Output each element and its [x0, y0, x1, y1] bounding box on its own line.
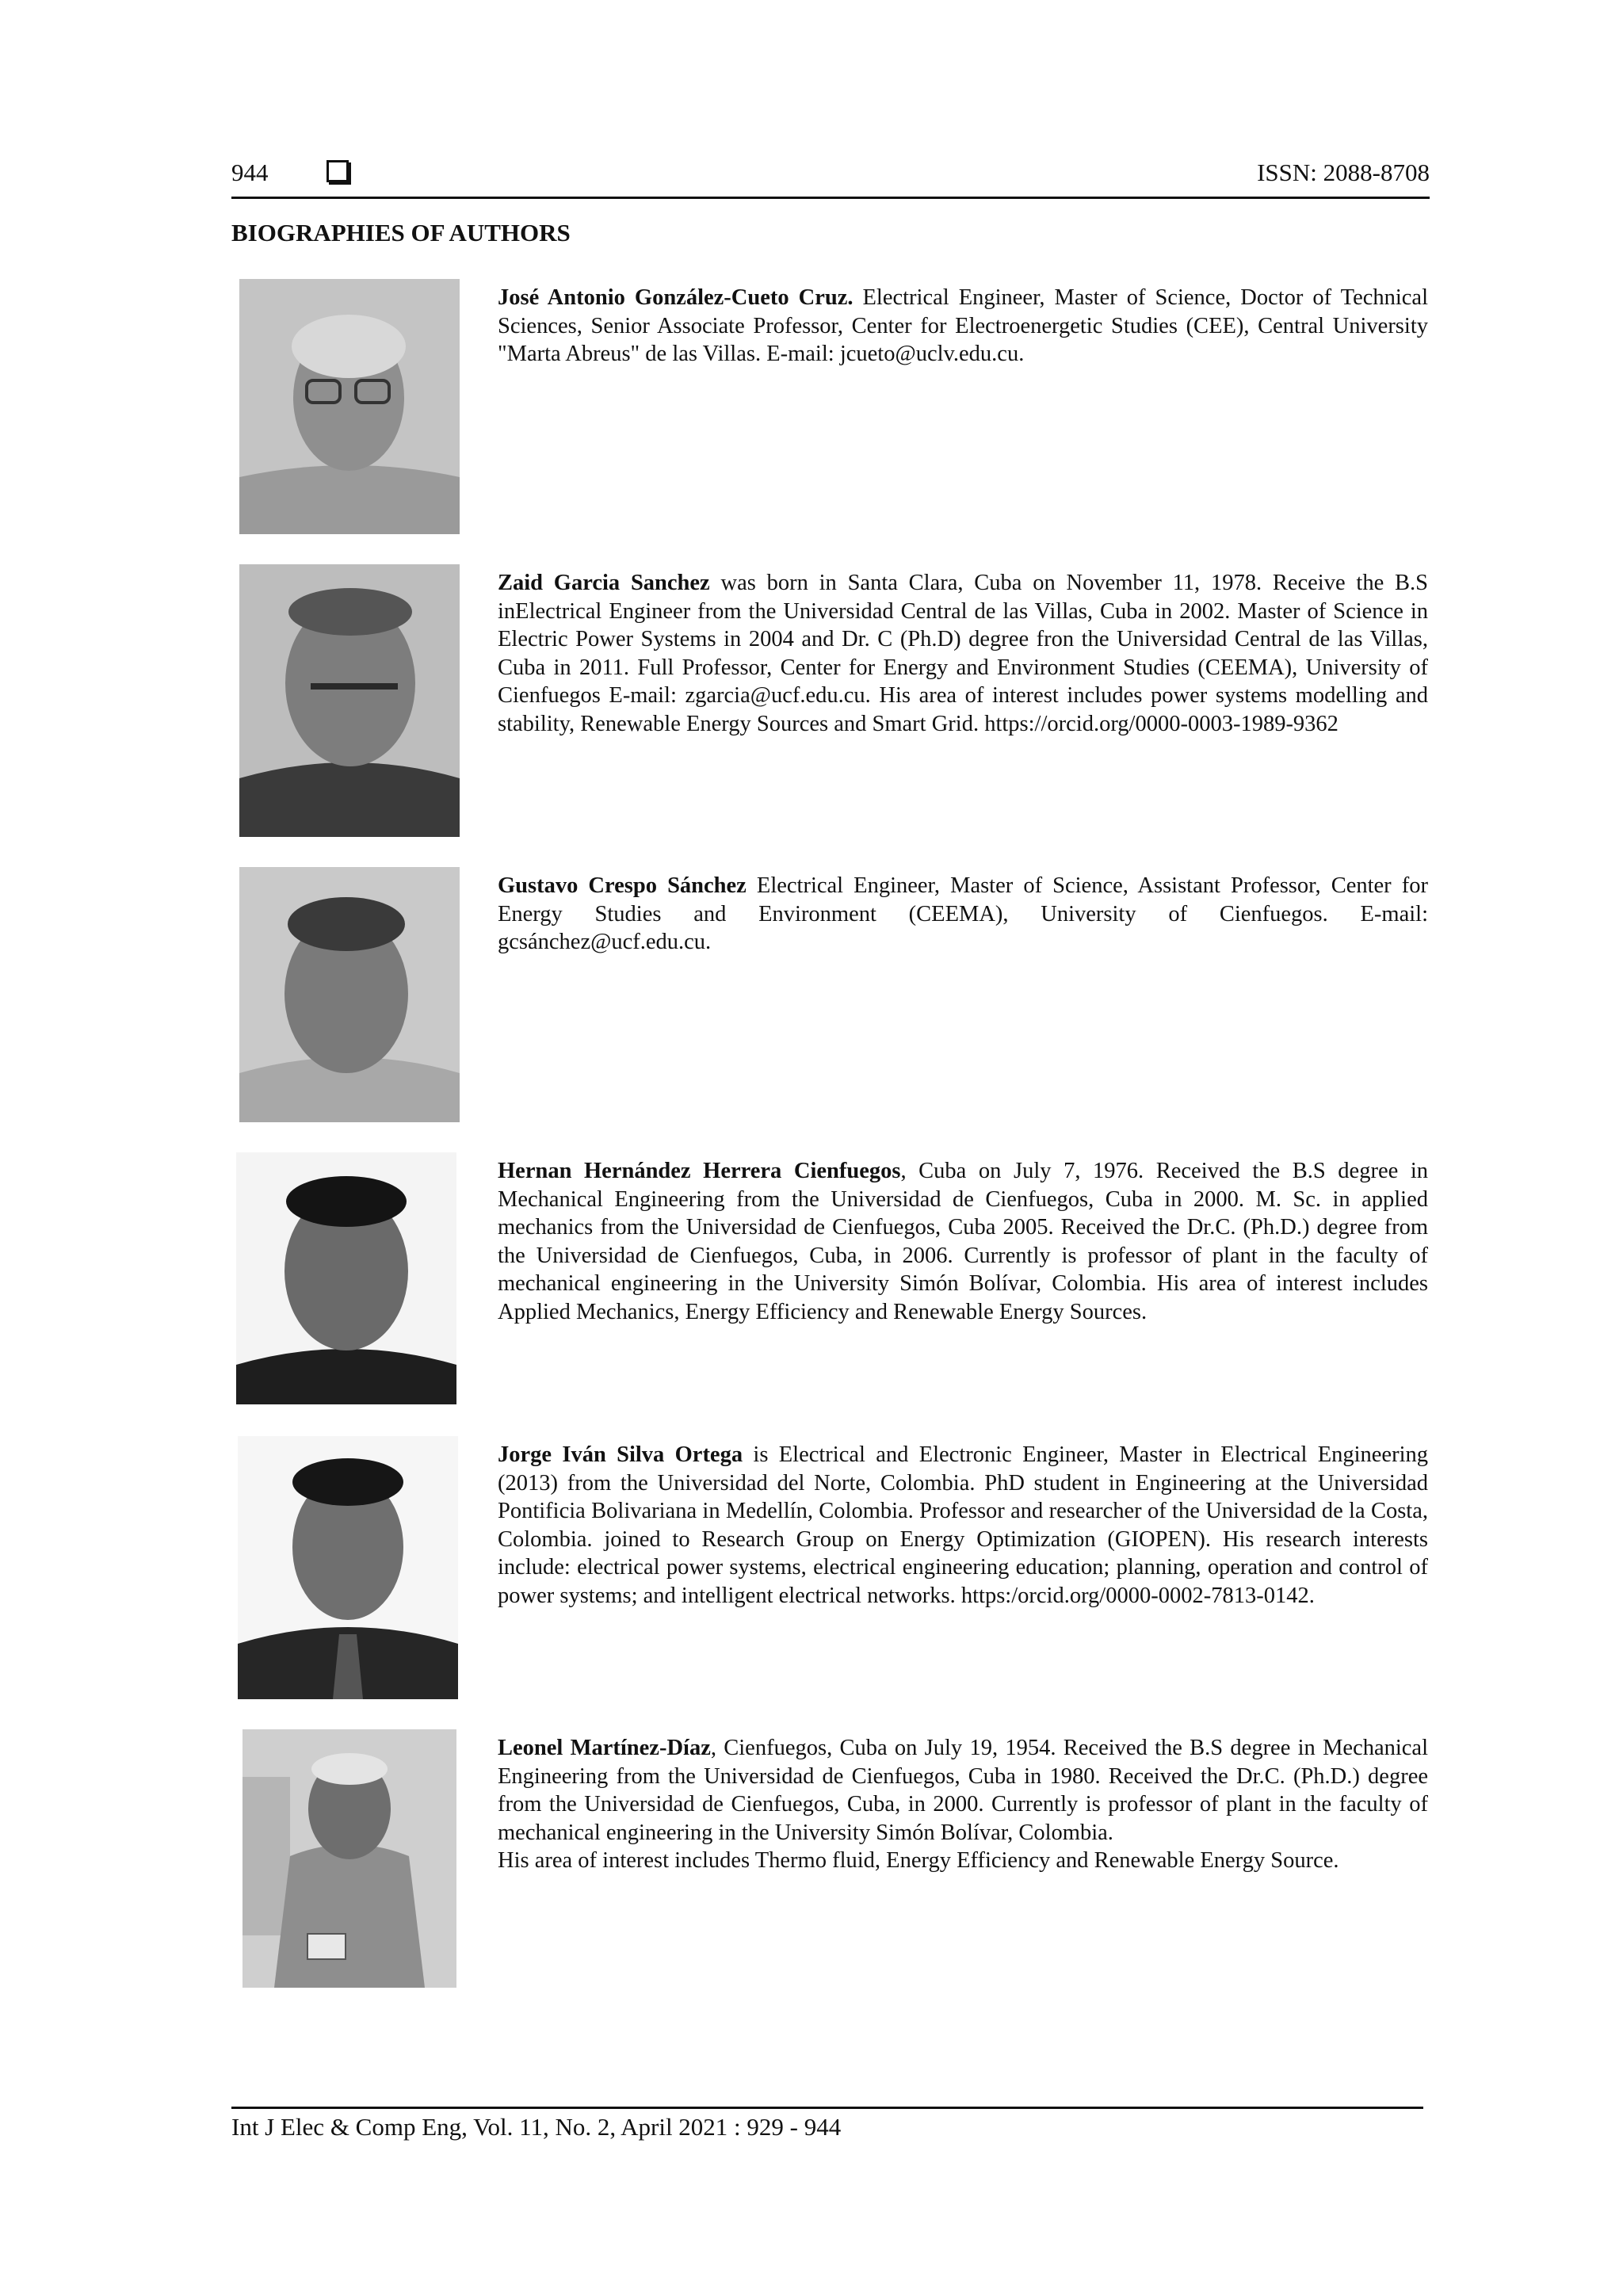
- author-photo: [242, 1729, 456, 1988]
- author-bio: [498, 1157, 1428, 1326]
- author-photo: [236, 1152, 456, 1404]
- author-bio: [498, 284, 1428, 369]
- author-name: Gustavo Crespo Sánchez: [498, 873, 747, 898]
- author-photo: [239, 564, 460, 837]
- author-photo: [239, 279, 460, 534]
- author-bio: [498, 872, 1428, 957]
- page-header: [231, 152, 1430, 199]
- author-name: José Antonio González-Cueto Cruz.: [498, 285, 854, 310]
- author-bio: [498, 569, 1428, 738]
- footer-divider: [231, 2107, 1423, 2109]
- author-text: Electrical Engineer, Master of Science, Assistant Professor, Center for Energy Studies and Environment (CEEMA), University of Cienfuegos. E-mail: gcsánchez@ucf.edu.cu.: [498, 873, 1428, 954]
- author-photo: [238, 1436, 458, 1699]
- author-name: Hernan Hernández Herrera Cienfuegos: [498, 1159, 901, 1183]
- issn: ISSN: 2088-8708: [1257, 159, 1430, 186]
- author-text: , Cuba on July 7, 1976. Received the B.S degree in Mechanical Engineering from the Universidad de Cienfuegos, Cuba in 2000. M. Sc. in applied mechanics from the Universidad de Cienfuegos, Cuba 2005. Received the Dr.C. (Ph.D.) degree from the Universidad de Cienfuegos, Cuba, in 2006. Currently is professor of plant in the faculty of mechanical engineering in the University Simón Bolívar, Colombia. His area of interest includes Applied Mechanics, Energy Efficiency and Renewable Energy Sources.: [498, 1159, 1428, 1324]
- author-bio: [498, 1734, 1428, 1875]
- author-text-continued: His area of interest includes Thermo fluid, Energy Efficiency and Renewable Energy Source.: [498, 1848, 1339, 1873]
- square-bullet-icon: [327, 160, 349, 182]
- footer-citation: Int J Elec & Comp Eng, Vol. 11, No. 2, April 2021 : 929 - 944: [231, 2113, 842, 2141]
- author-name: Leonel Martínez-Díaz: [498, 1736, 711, 1760]
- author-photo: [239, 867, 460, 1122]
- author-name: Jorge Iván Silva Ortega: [498, 1442, 743, 1467]
- page-number: 944: [231, 159, 269, 186]
- section-title: BIOGRAPHIES OF AUTHORS: [231, 219, 571, 246]
- author-name: Zaid Garcia Sanchez: [498, 571, 710, 595]
- author-text: was born in Santa Clara, Cuba on November 11, 1978. Receive the B.S inElectrical Engineer from the Universidad Central de las Villas, Cuba in 2002. Master of Science in Electric Power Systems in 2004 and Dr. C (Ph.D) degree fron the Universidad Central de las Villas, Cuba in 2011. Full Professor, Center for Energy and Environment Studies (CEEMA), University of Cienfuegos E-mail: zgarcia@ucf.edu.cu. His area of interest includes power systems modelling and stability, Renewable Energy Sources and Smart Grid. https://orcid.org/0000-0003-1989-9362: [498, 571, 1428, 736]
- author-text: is Electrical and Electronic Engineer, Master in Electrical Engineering (2013) from the Universidad del Norte, Colombia. PhD student in Engineering at the Universidad Pontificia Bolivariana in Medellín, Colombia. Professor and researcher of the Universidad de la Costa, Colombia. joined to Research Group on Energy Optimization (GIOPEN). His research interests include: electrical power systems, electrical engineering education; planning, operation and control of power systems; and intelligent electrical networks. https:/orcid.org/0000-0002-7813-0142.: [498, 1442, 1428, 1608]
- author-bio: [498, 1441, 1428, 1610]
- author-text: , Cienfuegos, Cuba on July 19, 1954. Received the B.S degree in Mechanical Engineering from the Universidad de Cienfuegos, Cuba in 1980. Received the Dr.C. (Ph.D.) degree from the Universidad de Cienfuegos, Cuba, in 2000. Currently is professor of plant in the faculty of mechanical engineering in the University Simón Bolívar, Colombia.: [498, 1736, 1429, 1845]
- author-text: Electrical Engineer, Master of Science, Doctor of Technical Sciences, Senior Associate Professor, Center for Electroenergetic Studies (CEE), Central University "Marta Abreus" de las Villas. E-mail: jcueto@uclv.edu.cu.: [498, 285, 1428, 366]
